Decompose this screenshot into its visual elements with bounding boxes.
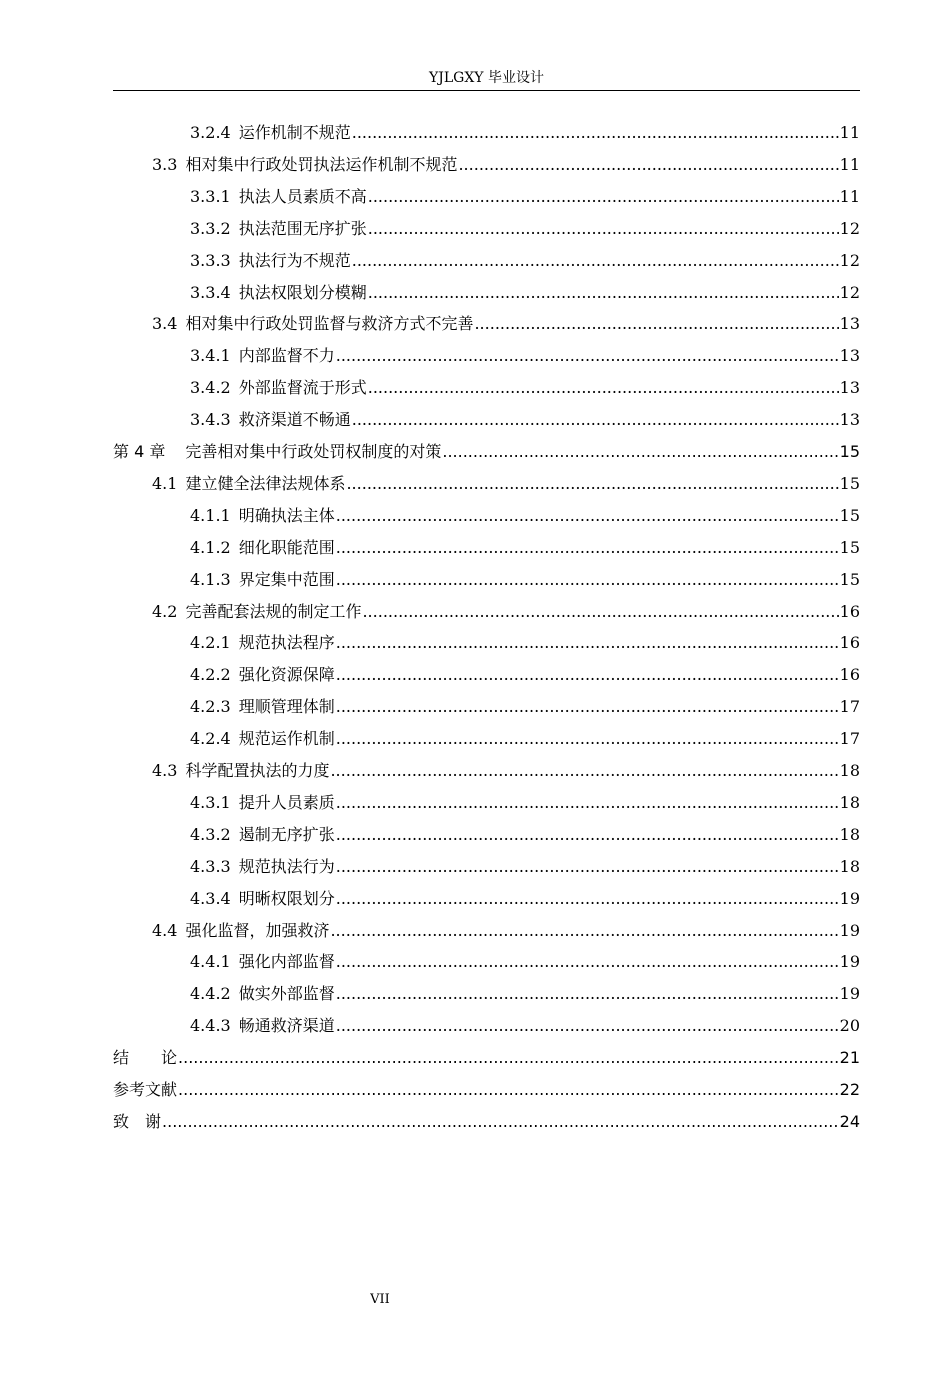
toc-dot-leader <box>162 1106 839 1138</box>
toc-dot-leader <box>336 564 839 596</box>
toc-entry-page: 15 <box>839 537 860 557</box>
toc-dot-leader <box>458 149 838 181</box>
toc-entry-title: 强化内部监督 <box>238 952 335 972</box>
toc-dot-leader <box>330 915 838 947</box>
toc-entry-title: 运作机制不规范 <box>238 123 351 142</box>
toc-entry-page: 24 <box>839 1111 860 1131</box>
toc-dot-leader <box>336 500 839 532</box>
toc-entry-number: 4.4.3 <box>190 1016 231 1036</box>
toc-dot-leader <box>178 1074 839 1106</box>
toc-entry-title: 结 论 <box>113 1048 178 1068</box>
toc-entry-number: 4.3.3 <box>190 856 231 876</box>
toc-entry[interactable] <box>190 978 860 1010</box>
toc-entry-number: 3.3.4 <box>190 282 231 302</box>
toc-entry-number: 3.3.1 <box>190 186 231 206</box>
toc-entry-number: 3.3.2 <box>190 218 231 238</box>
toc-entry-title: 相对集中行政处罚执法运作机制不规范 <box>185 154 458 174</box>
toc-entry-page: 17 <box>839 697 860 717</box>
toc-dot-leader <box>336 946 839 978</box>
toc-entry-page: 12 <box>839 282 860 302</box>
toc-entry[interactable] <box>190 946 860 978</box>
toc-entry-page: 18 <box>839 824 860 844</box>
toc-dot-leader <box>336 978 839 1010</box>
toc-entry-page: 15 <box>839 569 860 589</box>
toc-dot-leader <box>336 340 839 372</box>
toc-entry-number: 4.1.2 <box>190 537 231 557</box>
toc-entry-number: 4.3.4 <box>190 888 231 908</box>
toc-dot-leader <box>336 723 839 755</box>
toc-entry-title: 执法人员素质不高 <box>238 186 367 206</box>
toc-entry[interactable] <box>113 1106 860 1138</box>
toc-entry[interactable] <box>152 468 860 500</box>
toc-entry[interactable] <box>190 564 860 596</box>
toc-entry-page: 13 <box>839 314 860 334</box>
toc-entry-title: 执法范围无序扩张 <box>238 218 367 238</box>
toc-entry-page: 16 <box>839 601 860 621</box>
toc-entry-title: 完善配套法规的制定工作 <box>185 601 362 621</box>
toc-entry-title: 规范执法行为 <box>238 856 335 876</box>
toc-entry-page: 13 <box>839 346 860 366</box>
toc-entry[interactable] <box>190 245 860 277</box>
toc-entry[interactable] <box>190 500 860 532</box>
toc-entry-page: 15 <box>839 473 860 493</box>
toc-entry-number: 4.2.1 <box>190 633 231 653</box>
toc-entry-page: 13 <box>839 378 860 398</box>
toc-entry-title: 致 谢 <box>113 1111 162 1131</box>
toc-entry[interactable] <box>190 404 860 436</box>
toc-entry-title: 强化资源保障 <box>238 665 335 685</box>
toc-entry-page: 16 <box>839 633 860 653</box>
toc-entry-number: 4.3.2 <box>190 824 231 844</box>
toc-entry-number: 4.4.2 <box>190 984 231 1004</box>
toc-dot-leader <box>368 277 839 309</box>
toc-entry-number: 4.1 <box>152 473 178 493</box>
toc-entry-title: 细化职能范围 <box>238 537 335 557</box>
toc-entry-title: 科学配置执法的力度 <box>185 761 330 780</box>
toc-entry-page: 11 <box>839 123 860 142</box>
toc-entry-title: 相对集中行政处罚监督与救济方式不完善 <box>185 314 474 334</box>
toc-entry-number: 4.3 <box>152 761 178 780</box>
toc-dot-leader <box>352 404 839 436</box>
toc-entry-title: 界定集中范围 <box>238 569 335 589</box>
toc-entry-title: 参考文献 <box>113 1080 178 1099</box>
toc-entry[interactable] <box>190 117 860 149</box>
toc-entry-page: 19 <box>839 952 860 972</box>
toc-entry[interactable] <box>152 596 860 628</box>
toc-dot-leader <box>346 468 838 500</box>
toc-entry-title: 完善相对集中行政处罚权制度的对策 <box>185 442 442 461</box>
toc-entry-page: 17 <box>839 729 860 749</box>
toc-dot-leader <box>368 372 839 404</box>
toc-entry-number: 第 4 章 <box>113 442 166 461</box>
toc-entry-number: 4.2 <box>152 601 178 621</box>
toc-dot-leader <box>336 691 839 723</box>
toc-dot-leader <box>336 819 839 851</box>
toc-entry-number: 4.2.3 <box>190 697 231 717</box>
toc-entry-page: 18 <box>839 761 860 780</box>
toc-dot-leader <box>336 787 839 819</box>
toc-entry-number: 4.1.3 <box>190 569 231 589</box>
toc-entry[interactable] <box>190 372 860 404</box>
toc-entry-number: 4.4.1 <box>190 952 231 972</box>
toc-entry-number: 3.4 <box>152 314 178 334</box>
toc-entry[interactable] <box>190 340 860 372</box>
toc-dot-leader <box>368 181 839 213</box>
toc-entry-title: 强化监督，加强救济 <box>185 920 330 940</box>
toc-dot-leader <box>178 1042 839 1074</box>
toc-dot-leader <box>336 627 839 659</box>
toc-entry-number: 3.4.1 <box>190 346 231 366</box>
toc-entry-page: 11 <box>839 154 860 174</box>
toc-dot-leader <box>352 245 839 277</box>
toc-entry-number: 4.1.1 <box>190 505 231 525</box>
toc-dot-leader <box>336 659 839 691</box>
toc-entry-page: 19 <box>839 920 860 940</box>
toc-entry-title: 明确执法主体 <box>238 505 335 525</box>
toc-entry[interactable] <box>190 787 860 819</box>
toc-dot-leader <box>330 755 838 787</box>
toc-entry-page: 18 <box>839 856 860 876</box>
toc-entry[interactable] <box>190 277 860 309</box>
toc-entry-page: 11 <box>839 186 860 206</box>
toc-entry[interactable] <box>113 1042 860 1074</box>
toc-entry-page: 15 <box>839 505 860 525</box>
toc-entry[interactable] <box>152 915 860 947</box>
toc-dot-leader <box>352 117 839 149</box>
toc-entry-title: 内部监督不力 <box>238 346 335 366</box>
toc-entry-number: 3.3 <box>152 154 178 174</box>
toc-entry[interactable] <box>190 627 860 659</box>
toc-entry-title: 建立健全法律法规体系 <box>185 473 346 493</box>
toc-entry-title: 执法权限划分模糊 <box>238 282 367 302</box>
toc-entry[interactable] <box>190 691 860 723</box>
toc-entry[interactable] <box>190 883 860 915</box>
toc-entry-page: 12 <box>839 250 860 270</box>
toc-dot-leader <box>336 851 839 883</box>
toc-entry-title: 提升人员素质 <box>238 792 335 812</box>
page-number: VII <box>370 1292 390 1307</box>
toc-entry-title: 执法行为不规范 <box>238 250 351 270</box>
toc-entry-number: 4.2.4 <box>190 729 231 749</box>
toc-entry-page: 19 <box>839 888 860 908</box>
toc-entry-title: 明晰权限划分 <box>238 888 335 908</box>
page-footer <box>0 1292 760 1307</box>
toc-entry[interactable] <box>190 181 860 213</box>
toc-entry-page: 21 <box>839 1048 860 1068</box>
toc-entry[interactable] <box>113 1074 860 1106</box>
toc-dot-leader <box>336 883 839 915</box>
toc-entry-title: 遏制无序扩张 <box>238 824 335 844</box>
toc-entry-title: 规范执法程序 <box>238 633 335 653</box>
toc-entry-page: 19 <box>839 984 860 1004</box>
header-title: YJLGXY 毕业设计 <box>429 70 544 86</box>
toc-entry-title: 外部监督流于形式 <box>238 378 367 398</box>
toc-entry-number: 3.4.3 <box>190 410 231 430</box>
toc-dot-leader <box>442 436 838 468</box>
toc-entry-number: 3.2.4 <box>190 123 231 142</box>
toc-entry-page: 16 <box>839 665 860 685</box>
toc-entry-number: 3.3.3 <box>190 250 231 270</box>
toc-dot-leader <box>368 213 839 245</box>
toc-entry-number: 4.2.2 <box>190 665 231 685</box>
toc-entry[interactable] <box>152 149 860 181</box>
toc-entry[interactable] <box>190 659 860 691</box>
toc-entry-number: 3.4.2 <box>190 378 231 398</box>
toc-entry-number: 4.3.1 <box>190 792 231 812</box>
toc-dot-leader <box>336 532 839 564</box>
toc-entry-number: 4.4 <box>152 920 178 940</box>
toc-entry[interactable] <box>190 819 860 851</box>
toc-entry[interactable] <box>190 532 860 564</box>
toc-entry-title: 救济渠道不畅通 <box>238 410 351 430</box>
toc-entry-page: 12 <box>839 218 860 238</box>
toc-entry[interactable] <box>190 723 860 755</box>
toc-entry[interactable] <box>190 213 860 245</box>
toc-entry-title: 做实外部监督 <box>238 984 335 1004</box>
toc-entry-page: 22 <box>839 1080 860 1099</box>
toc-entry[interactable] <box>190 1010 860 1042</box>
toc-dot-leader <box>474 308 838 340</box>
toc-entry-title: 畅通救济渠道 <box>238 1016 335 1036</box>
toc-dot-leader <box>362 596 838 628</box>
toc-dot-leader <box>336 1010 839 1042</box>
toc-entry[interactable] <box>190 851 860 883</box>
page-header <box>113 66 860 91</box>
toc-entry-page: 20 <box>839 1016 860 1036</box>
toc-entry-page: 18 <box>839 792 860 812</box>
toc-entry[interactable] <box>152 755 860 787</box>
toc-entry[interactable] <box>113 436 860 468</box>
toc-entry[interactable] <box>152 308 860 340</box>
toc-entry-page: 13 <box>839 410 860 430</box>
toc-entry-page: 15 <box>839 442 860 461</box>
toc-entry-title: 理顺管理体制 <box>238 697 335 717</box>
toc-entry-title: 规范运作机制 <box>238 729 335 749</box>
